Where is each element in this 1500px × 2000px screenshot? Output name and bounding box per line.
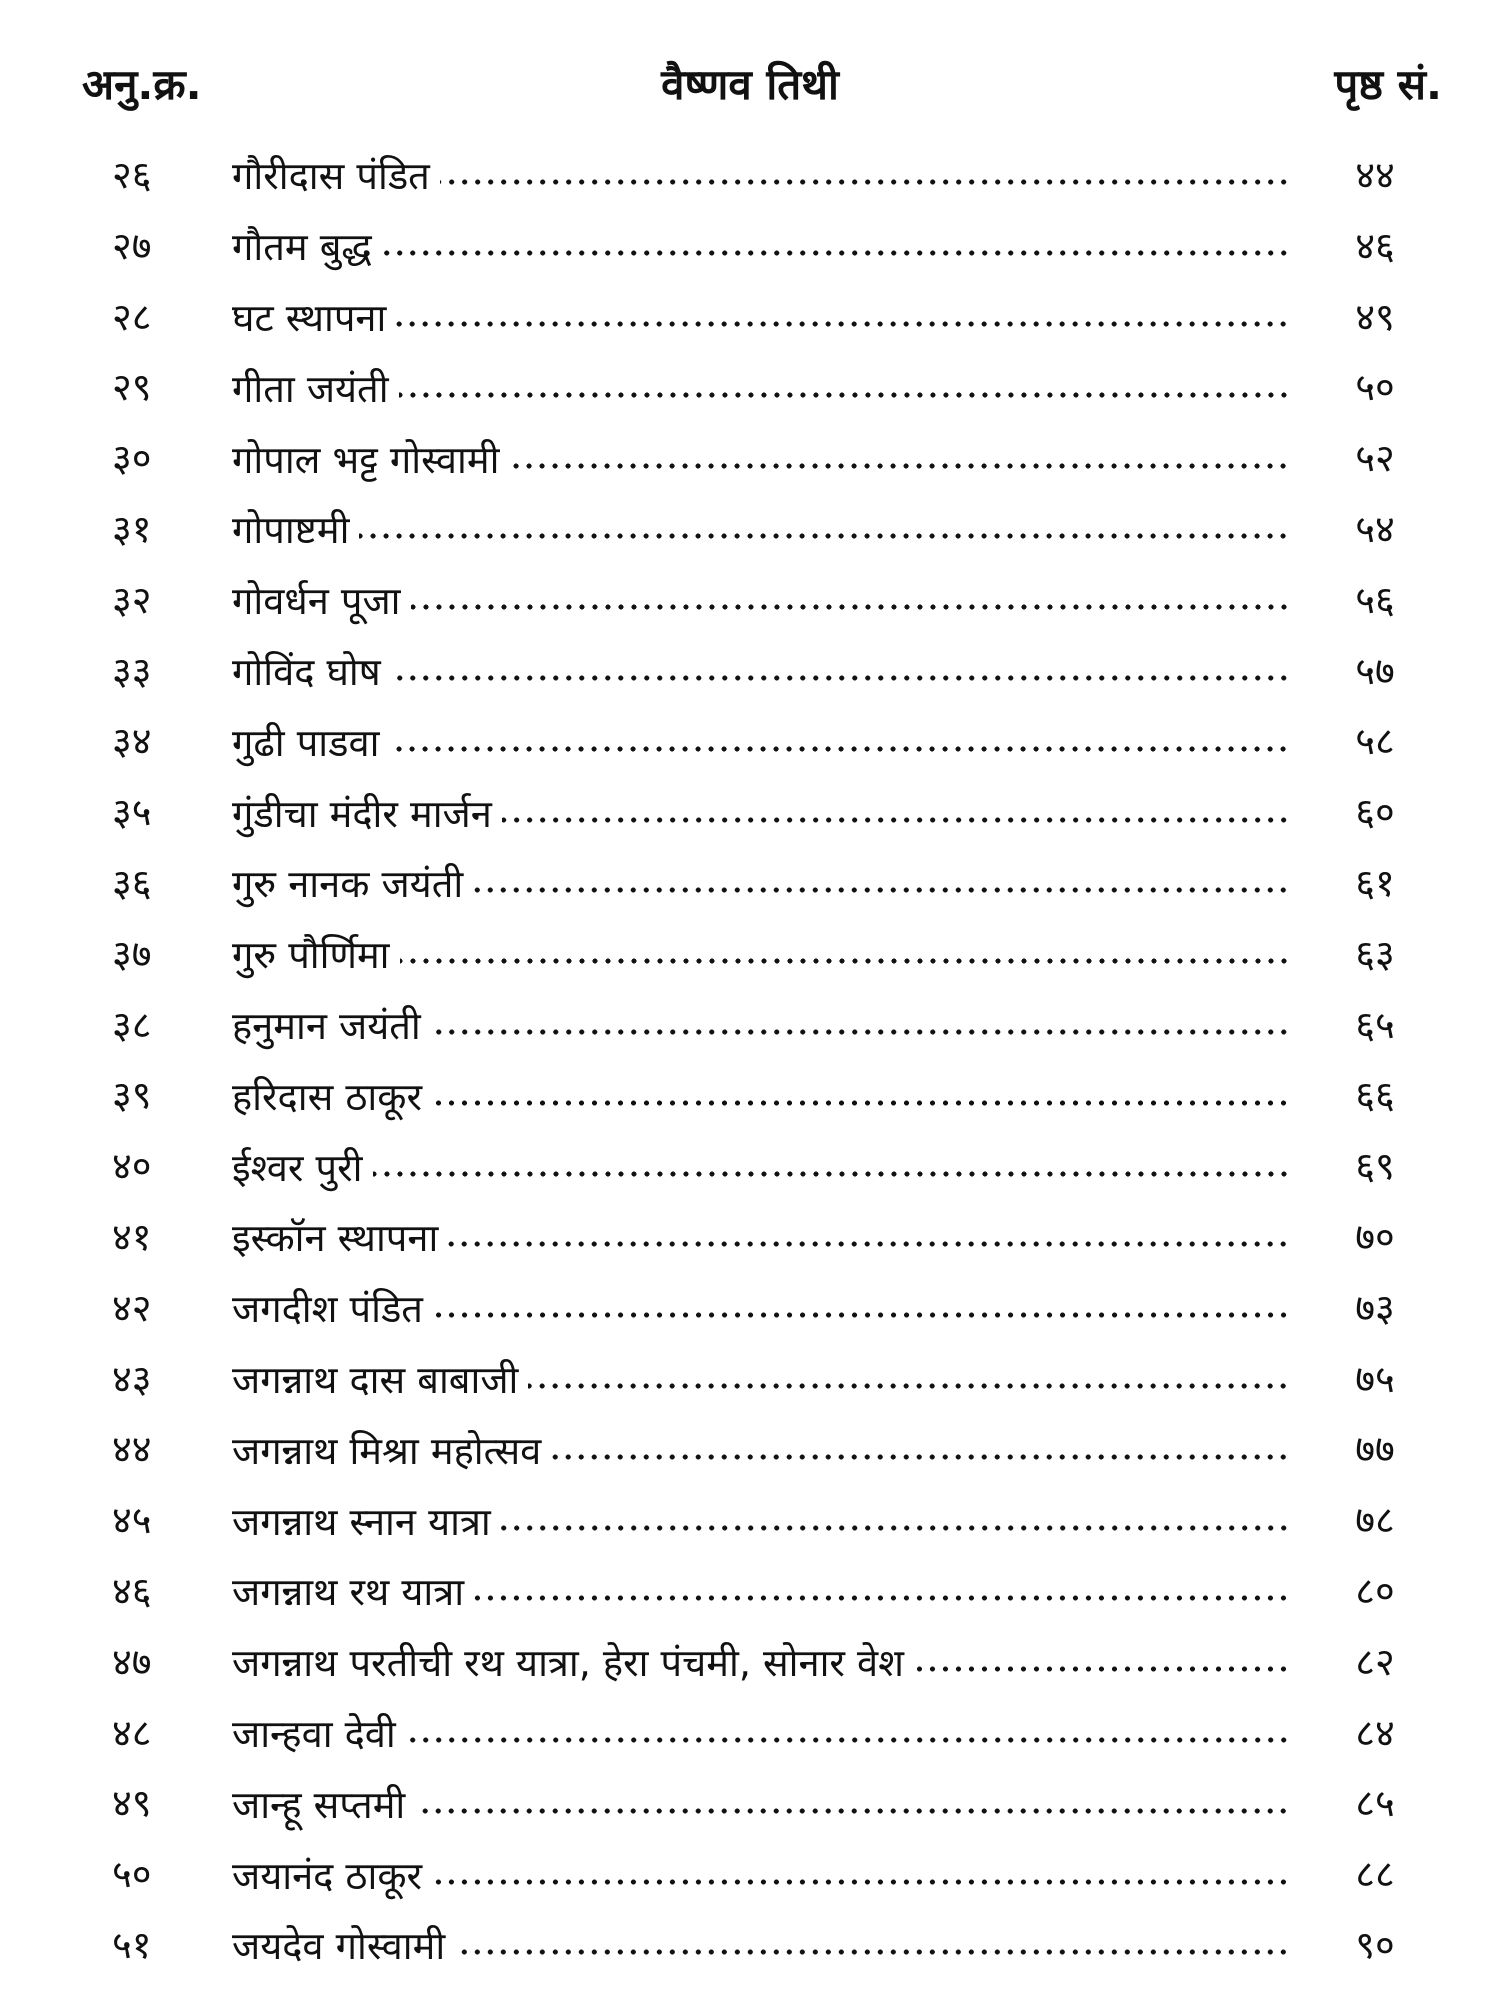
dot-leader xyxy=(411,604,1290,610)
entry-number: २६ xyxy=(112,153,152,197)
entry-title: जान्हवा देवी xyxy=(232,1711,396,1756)
entry-title: गोपाल भट्ट गोस्वामी xyxy=(232,437,500,482)
entry-number: ४७ xyxy=(112,1639,152,1684)
entry-title-container xyxy=(232,1485,1290,1556)
entry-number: ३१ xyxy=(112,506,152,551)
toc-row[interactable] xyxy=(0,1273,1500,1344)
entry-title: जगन्नाथ परतीची रथ यात्रा, हेरा पंचमी, सोनार वेश xyxy=(232,1641,905,1686)
entry-page-number: ६६ xyxy=(1355,1073,1395,1118)
dot-leader xyxy=(400,958,1290,964)
entry-number: २७ xyxy=(112,223,152,268)
entry-title: हनुमान जयंती xyxy=(232,1003,421,1048)
entry-number: ५१ xyxy=(112,1922,152,1967)
dot-leader xyxy=(509,463,1290,469)
entry-title: जगन्नाथ दास बाबाजी xyxy=(232,1357,519,1402)
toc-row[interactable] xyxy=(0,140,1500,211)
dot-leader xyxy=(502,817,1290,823)
entry-title: गौरीदास पंडित xyxy=(232,154,430,199)
entry-title-container xyxy=(232,990,1290,1061)
entry-page-number: ७३ xyxy=(1355,1285,1395,1330)
entry-page-number: ५६ xyxy=(1355,577,1395,622)
entry-number: ४२ xyxy=(112,1285,152,1330)
entry-number: ४० xyxy=(112,1144,152,1189)
entry-number: ४९ xyxy=(112,1781,152,1826)
dot-leader xyxy=(914,1666,1290,1672)
toc-row[interactable] xyxy=(0,1202,1500,1273)
entry-number: ४३ xyxy=(112,1356,152,1401)
entry-title: गीता जयंती xyxy=(232,366,389,411)
entry-page-number: ६१ xyxy=(1355,860,1395,905)
toc-row[interactable] xyxy=(0,636,1500,707)
toc-row[interactable] xyxy=(0,1344,1500,1415)
entry-title: इस्कॉन स्थापना xyxy=(232,1216,439,1261)
entry-number: २९ xyxy=(112,365,152,410)
toc-row[interactable] xyxy=(0,777,1500,848)
toc-row[interactable] xyxy=(0,848,1500,919)
entry-title-container xyxy=(232,1060,1290,1131)
toc-row[interactable] xyxy=(0,1839,1500,1910)
toc-row[interactable] xyxy=(0,352,1500,423)
entry-title-container xyxy=(232,1627,1290,1698)
dot-leader xyxy=(431,1029,1290,1035)
dot-leader xyxy=(389,746,1290,752)
entry-title-container xyxy=(232,1768,1290,1839)
entry-title-container xyxy=(232,1910,1290,1981)
entry-page-number: ४९ xyxy=(1355,294,1395,339)
dot-leader xyxy=(399,392,1290,398)
toc-row[interactable] xyxy=(0,494,1500,565)
dot-leader xyxy=(432,1879,1290,1885)
entry-page-number: ४६ xyxy=(1355,223,1395,268)
entry-title-container xyxy=(232,848,1290,919)
toc-row[interactable] xyxy=(0,565,1500,636)
toc-row[interactable] xyxy=(0,1698,1500,1769)
entry-title-container xyxy=(232,1202,1290,1273)
entry-title: ईश्वर पुरी xyxy=(232,1145,363,1190)
dot-leader xyxy=(455,1949,1290,1955)
toc-row[interactable] xyxy=(0,1627,1500,1698)
entry-page-number: ५० xyxy=(1355,365,1395,410)
serial-number-heading: अनु.क्र. xyxy=(82,60,202,109)
toc-header xyxy=(0,50,1500,120)
toc-list xyxy=(0,140,1500,1981)
entry-title: गुंडीचा मंदीर मार्जन xyxy=(232,791,492,836)
entry-number: ४४ xyxy=(112,1427,152,1472)
entry-page-number: ८२ xyxy=(1355,1639,1395,1684)
entry-title: जयदेव गोस्वामी xyxy=(232,1924,446,1969)
entry-number: ३२ xyxy=(112,577,152,622)
dot-leader xyxy=(551,1454,1290,1460)
entry-title-container xyxy=(232,565,1290,636)
page-number-heading: पृष्ठ सं. xyxy=(1334,60,1442,109)
toc-row[interactable] xyxy=(0,1414,1500,1485)
entry-title-container xyxy=(232,1556,1290,1627)
entry-title: गोविंद घोष xyxy=(232,649,381,694)
entry-page-number: ९० xyxy=(1355,1922,1395,1967)
entry-page-number: ८८ xyxy=(1355,1852,1395,1897)
entry-page-number: ८० xyxy=(1355,1568,1395,1613)
dot-leader xyxy=(473,887,1290,893)
entry-title: गौतम बुद्ध xyxy=(232,225,372,270)
entry-page-number: ६० xyxy=(1355,790,1395,835)
entry-title-container xyxy=(232,352,1290,423)
entry-number: २८ xyxy=(112,294,152,339)
entry-page-number: ५८ xyxy=(1355,719,1395,764)
entry-number: ३३ xyxy=(112,648,152,693)
entry-page-number: ५२ xyxy=(1355,436,1395,481)
entry-title-container xyxy=(232,919,1290,990)
entry-title: जयानंद ठाकूर xyxy=(232,1853,423,1898)
dot-leader xyxy=(528,1383,1290,1389)
entry-page-number: ६९ xyxy=(1355,1144,1395,1189)
entry-number: ३४ xyxy=(112,719,152,764)
entry-page-number: ६५ xyxy=(1355,1002,1395,1047)
entry-title-container xyxy=(232,777,1290,848)
entry-title-container xyxy=(232,706,1290,777)
dot-leader xyxy=(373,1171,1290,1177)
entry-number: ४६ xyxy=(112,1568,152,1613)
entry-number: ४५ xyxy=(112,1498,152,1543)
toc-row[interactable] xyxy=(0,1910,1500,1981)
entry-number: ३० xyxy=(112,436,152,481)
entry-title-container xyxy=(232,140,1290,211)
entry-title-container xyxy=(232,1273,1290,1344)
entry-page-number: ५४ xyxy=(1355,506,1395,551)
entry-title-container xyxy=(232,282,1290,353)
entry-title: हरिदास ठाकूर xyxy=(232,1074,422,1119)
entry-number: ३८ xyxy=(112,1002,152,1047)
entry-number: ३९ xyxy=(112,1073,152,1118)
entry-page-number: ७८ xyxy=(1355,1498,1395,1543)
entry-title: गोवर्धन पूजा xyxy=(232,579,401,624)
entry-page-number: ७५ xyxy=(1355,1356,1395,1401)
entry-title: गोपाष्टमी xyxy=(232,508,350,553)
entry-title: गुढी पाडवा xyxy=(232,720,380,765)
toc-row[interactable] xyxy=(0,990,1500,1061)
entry-number: ४८ xyxy=(112,1710,152,1755)
toc-row[interactable] xyxy=(0,1485,1500,1556)
dot-leader xyxy=(440,179,1290,185)
toc-row[interactable] xyxy=(0,282,1500,353)
entry-title-container xyxy=(232,1698,1290,1769)
toc-row[interactable] xyxy=(0,1060,1500,1131)
toc-row[interactable] xyxy=(0,1556,1500,1627)
dot-leader xyxy=(382,250,1290,256)
dot-leader xyxy=(359,533,1290,539)
entry-title-container xyxy=(232,494,1290,565)
dot-leader xyxy=(501,1525,1290,1531)
entry-title: घट स्थापना xyxy=(232,295,387,340)
toc-row[interactable] xyxy=(0,211,1500,282)
page-title: वैष्णव तिथी xyxy=(661,60,839,109)
entry-number: ३६ xyxy=(112,860,152,905)
entry-number: ४१ xyxy=(112,1214,152,1259)
dot-leader xyxy=(406,1737,1290,1743)
entry-title-container xyxy=(232,1344,1290,1415)
entry-page-number: ८५ xyxy=(1355,1781,1395,1826)
entry-title-container xyxy=(232,1131,1290,1202)
toc-row[interactable] xyxy=(0,423,1500,494)
entry-title-container xyxy=(232,636,1290,707)
entry-number: ३५ xyxy=(112,790,152,835)
entry-page-number: ७० xyxy=(1355,1214,1395,1259)
entry-title-container xyxy=(232,1839,1290,1910)
toc-row[interactable] xyxy=(0,919,1500,990)
dot-leader xyxy=(474,1595,1290,1601)
entry-title-container xyxy=(232,211,1290,282)
entry-page-number: ४४ xyxy=(1355,153,1395,197)
dot-leader xyxy=(432,1100,1290,1106)
entry-title: जगन्नाथ स्नान यात्रा xyxy=(232,1499,491,1544)
entry-page-number: ८४ xyxy=(1355,1710,1395,1755)
entry-title: जगदीश पंडित xyxy=(232,1287,423,1332)
entry-title: जान्हू सप्तमी xyxy=(232,1782,406,1827)
entry-title: जगन्नाथ मिश्रा महोत्सव xyxy=(232,1428,542,1473)
entry-number: ५० xyxy=(112,1852,152,1897)
entry-title-container xyxy=(232,423,1290,494)
dot-leader xyxy=(396,321,1290,327)
entry-number: ३७ xyxy=(112,931,152,976)
toc-row[interactable] xyxy=(0,1768,1500,1839)
dot-leader xyxy=(433,1312,1290,1318)
entry-title: गुरु पौर्णिमा xyxy=(232,933,390,978)
entry-title-container xyxy=(232,1414,1290,1485)
entry-page-number: ६३ xyxy=(1355,931,1395,976)
entry-title: जगन्नाथ रथ यात्रा xyxy=(232,1570,465,1615)
entry-page-number: ५७ xyxy=(1355,648,1395,693)
entry-page-number: ७७ xyxy=(1355,1427,1395,1472)
dot-leader xyxy=(448,1241,1290,1247)
dot-leader xyxy=(391,675,1290,681)
dot-leader xyxy=(415,1808,1290,1814)
entry-title: गुरु नानक जयंती xyxy=(232,862,464,907)
toc-row[interactable] xyxy=(0,1131,1500,1202)
toc-row[interactable] xyxy=(0,706,1500,777)
